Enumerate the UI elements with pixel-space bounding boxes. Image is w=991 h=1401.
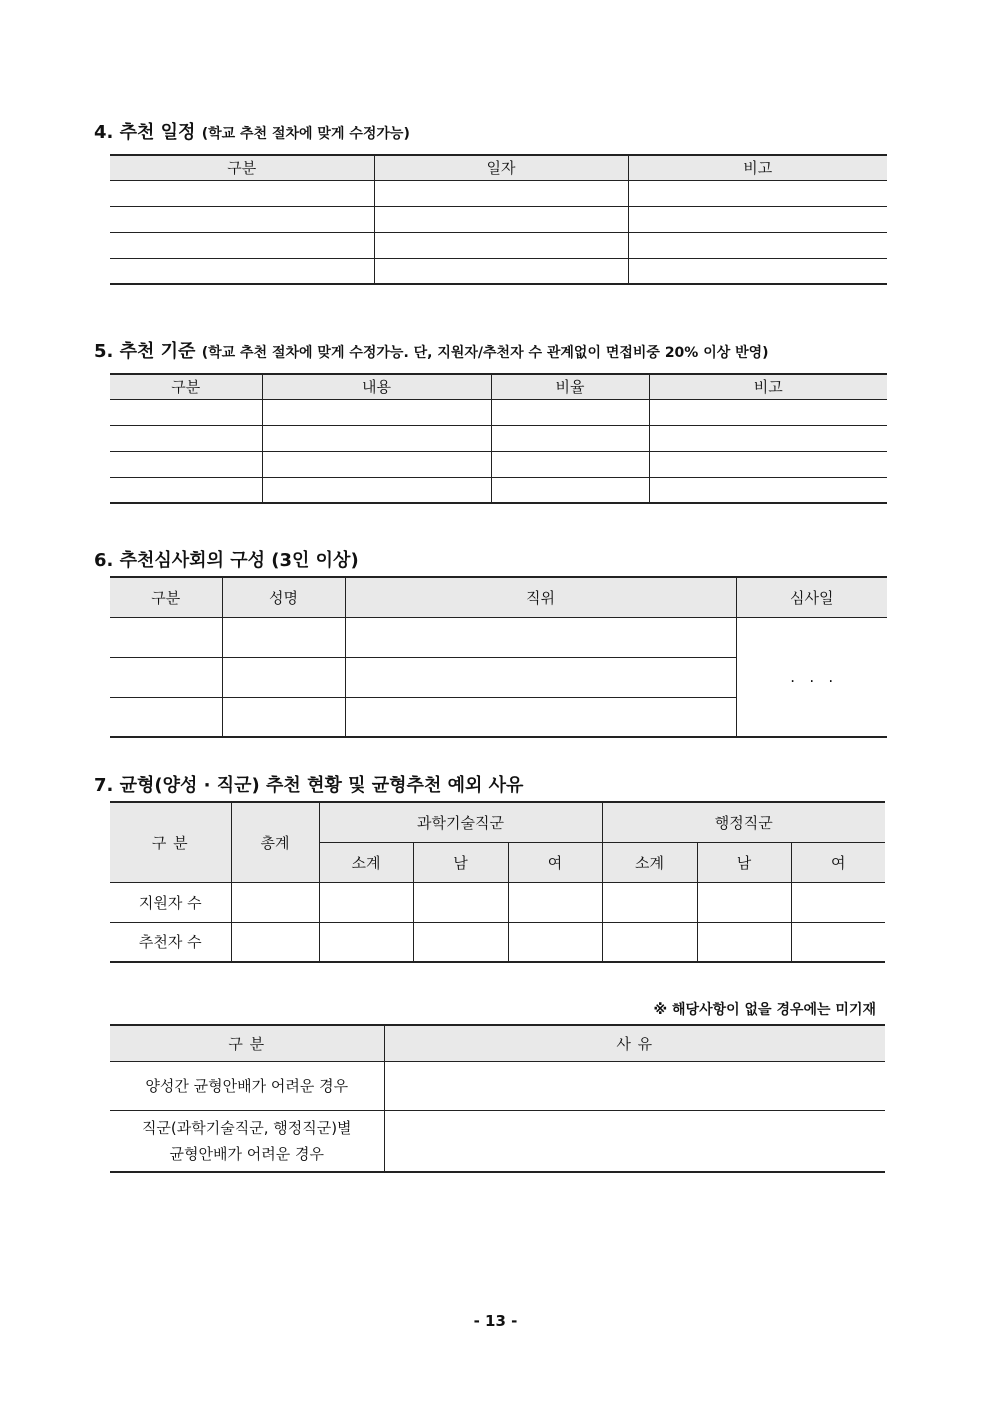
criteria-header-ratio: 비율 — [491, 374, 649, 399]
table-cell[interactable] — [345, 657, 736, 697]
table-cell[interactable] — [262, 477, 491, 503]
science-male-header: 남 — [413, 842, 508, 882]
table-cell[interactable] — [508, 922, 602, 962]
table-cell[interactable] — [110, 232, 374, 258]
review-date-cell[interactable] — [736, 617, 887, 737]
table-cell[interactable] — [262, 451, 491, 477]
table-row — [110, 451, 887, 477]
criteria-header-content: 내용 — [262, 374, 491, 399]
criteria-table — [110, 373, 887, 504]
committee-header-category: 구분 — [110, 577, 222, 617]
schedule-header-date: 일자 — [374, 155, 628, 180]
table-cell[interactable] — [319, 882, 413, 922]
table-row — [110, 617, 887, 657]
table-cell[interactable] — [231, 882, 319, 922]
section6-heading — [94, 546, 359, 572]
table-cell[interactable] — [110, 657, 222, 697]
table-cell[interactable] — [628, 258, 887, 284]
review-date-placeholder: . . . — [790, 667, 834, 686]
section5-heading — [94, 337, 769, 363]
balance-header-admin-group: 행정직군 — [602, 802, 885, 842]
table-cell[interactable] — [222, 697, 345, 737]
science-female-header: 여 — [508, 842, 602, 882]
table-cell[interactable] — [110, 697, 222, 737]
table-cell[interactable] — [628, 206, 887, 232]
table-cell[interactable] — [110, 477, 262, 503]
exception-reason-table — [110, 1024, 885, 1173]
table-cell[interactable] — [508, 882, 602, 922]
table-cell[interactable] — [491, 451, 649, 477]
table-cell[interactable] — [374, 206, 628, 232]
gender-balance-label: 양성간 균형안배가 어려운 경우 — [110, 1061, 384, 1110]
section5-subtitle: (학교 추천 절차에 맞게 수정가능. 단, 지원자/추천자 수 관계없이 면접비중 20% 이상 반영) — [201, 345, 769, 361]
table-cell[interactable] — [491, 425, 649, 451]
table-cell[interactable] — [697, 922, 791, 962]
table-cell[interactable] — [222, 617, 345, 657]
admin-subtotal-header: 소계 — [602, 842, 697, 882]
recommended-label: 추천자 수 — [110, 922, 231, 962]
table-cell[interactable] — [110, 206, 374, 232]
job-group-balance-label-line2: 균형안배가 어려운 경우 — [169, 1144, 324, 1163]
committee-table — [110, 576, 887, 738]
job-group-balance-reason[interactable] — [384, 1110, 885, 1172]
committee-header-position: 직위 — [345, 577, 736, 617]
job-group-balance-label — [110, 1110, 384, 1172]
page-number: - 13 - — [473, 1312, 518, 1330]
balance-header-category: 구 분 — [110, 802, 231, 882]
table-cell[interactable] — [697, 882, 791, 922]
admin-female-header: 여 — [791, 842, 885, 882]
schedule-header-remarks: 비고 — [628, 155, 887, 180]
recommended-row — [110, 922, 885, 962]
table-cell[interactable] — [110, 425, 262, 451]
table-cell[interactable] — [602, 882, 697, 922]
schedule-table — [110, 154, 887, 285]
table-cell[interactable] — [262, 399, 491, 425]
table-cell[interactable] — [345, 697, 736, 737]
section7-title: 7. 균형(양성 · 직군) 추천 현황 및 균형추천 예외 사유 — [94, 775, 524, 796]
table-cell[interactable] — [628, 180, 887, 206]
table-cell[interactable] — [628, 232, 887, 258]
criteria-header-remarks: 비고 — [649, 374, 887, 399]
section5-title: 5. 추천 기준 — [94, 341, 196, 362]
table-row — [110, 399, 887, 425]
schedule-header-category: 구분 — [110, 155, 374, 180]
reason-header-reason: 사 유 — [384, 1025, 885, 1061]
section4-title: 4. 추천 일정 — [94, 122, 196, 143]
criteria-header-category: 구분 — [110, 374, 262, 399]
section4-subtitle: (학교 추천 절차에 맞게 수정가능) — [201, 126, 410, 142]
table-row — [110, 206, 887, 232]
table-row — [110, 1061, 885, 1110]
table-cell[interactable] — [262, 425, 491, 451]
gender-balance-reason[interactable] — [384, 1061, 885, 1110]
table-row — [110, 1110, 885, 1172]
table-cell[interactable] — [649, 399, 887, 425]
table-cell[interactable] — [413, 922, 508, 962]
table-cell[interactable] — [791, 922, 885, 962]
table-cell[interactable] — [110, 617, 222, 657]
committee-header-review-date: 심사일 — [736, 577, 887, 617]
table-cell[interactable] — [649, 477, 887, 503]
table-cell[interactable] — [413, 882, 508, 922]
table-cell[interactable] — [374, 258, 628, 284]
table-cell[interactable] — [222, 657, 345, 697]
table-cell[interactable] — [110, 258, 374, 284]
applicants-label: 지원자 수 — [110, 882, 231, 922]
job-group-balance-label-line1: 직군(과학기술직군, 행정직군)별 — [141, 1118, 352, 1137]
balance-table — [110, 801, 885, 963]
table-cell[interactable] — [374, 232, 628, 258]
table-cell[interactable] — [649, 425, 887, 451]
reason-header-category: 구 분 — [110, 1025, 384, 1061]
table-cell[interactable] — [345, 617, 736, 657]
table-cell[interactable] — [491, 477, 649, 503]
committee-header-name: 성명 — [222, 577, 345, 617]
table-row — [110, 477, 887, 503]
table-cell[interactable] — [602, 922, 697, 962]
table-cell[interactable] — [110, 399, 262, 425]
table-cell[interactable] — [491, 399, 649, 425]
admin-male-header: 남 — [697, 842, 791, 882]
table-cell[interactable] — [231, 922, 319, 962]
applicants-row — [110, 882, 885, 922]
section7-heading — [94, 771, 523, 797]
table-cell[interactable] — [791, 882, 885, 922]
balance-header-total: 총계 — [231, 802, 319, 882]
science-subtotal-header: 소계 — [319, 842, 413, 882]
table-row — [110, 180, 887, 206]
table-row — [110, 258, 887, 284]
balance-header-science-group: 과학기술직군 — [319, 802, 602, 842]
table-cell[interactable] — [110, 451, 262, 477]
table-row — [110, 232, 887, 258]
table-cell[interactable] — [649, 451, 887, 477]
exception-note: ※ 해당사항이 없을 경우에는 미기재 — [653, 1002, 876, 1018]
section4-heading — [94, 118, 410, 144]
table-cell[interactable] — [110, 180, 374, 206]
table-cell[interactable] — [319, 922, 413, 962]
table-cell[interactable] — [374, 180, 628, 206]
section6-title: 6. 추천심사회의 구성 (3인 이상) — [94, 550, 359, 571]
table-row — [110, 425, 887, 451]
